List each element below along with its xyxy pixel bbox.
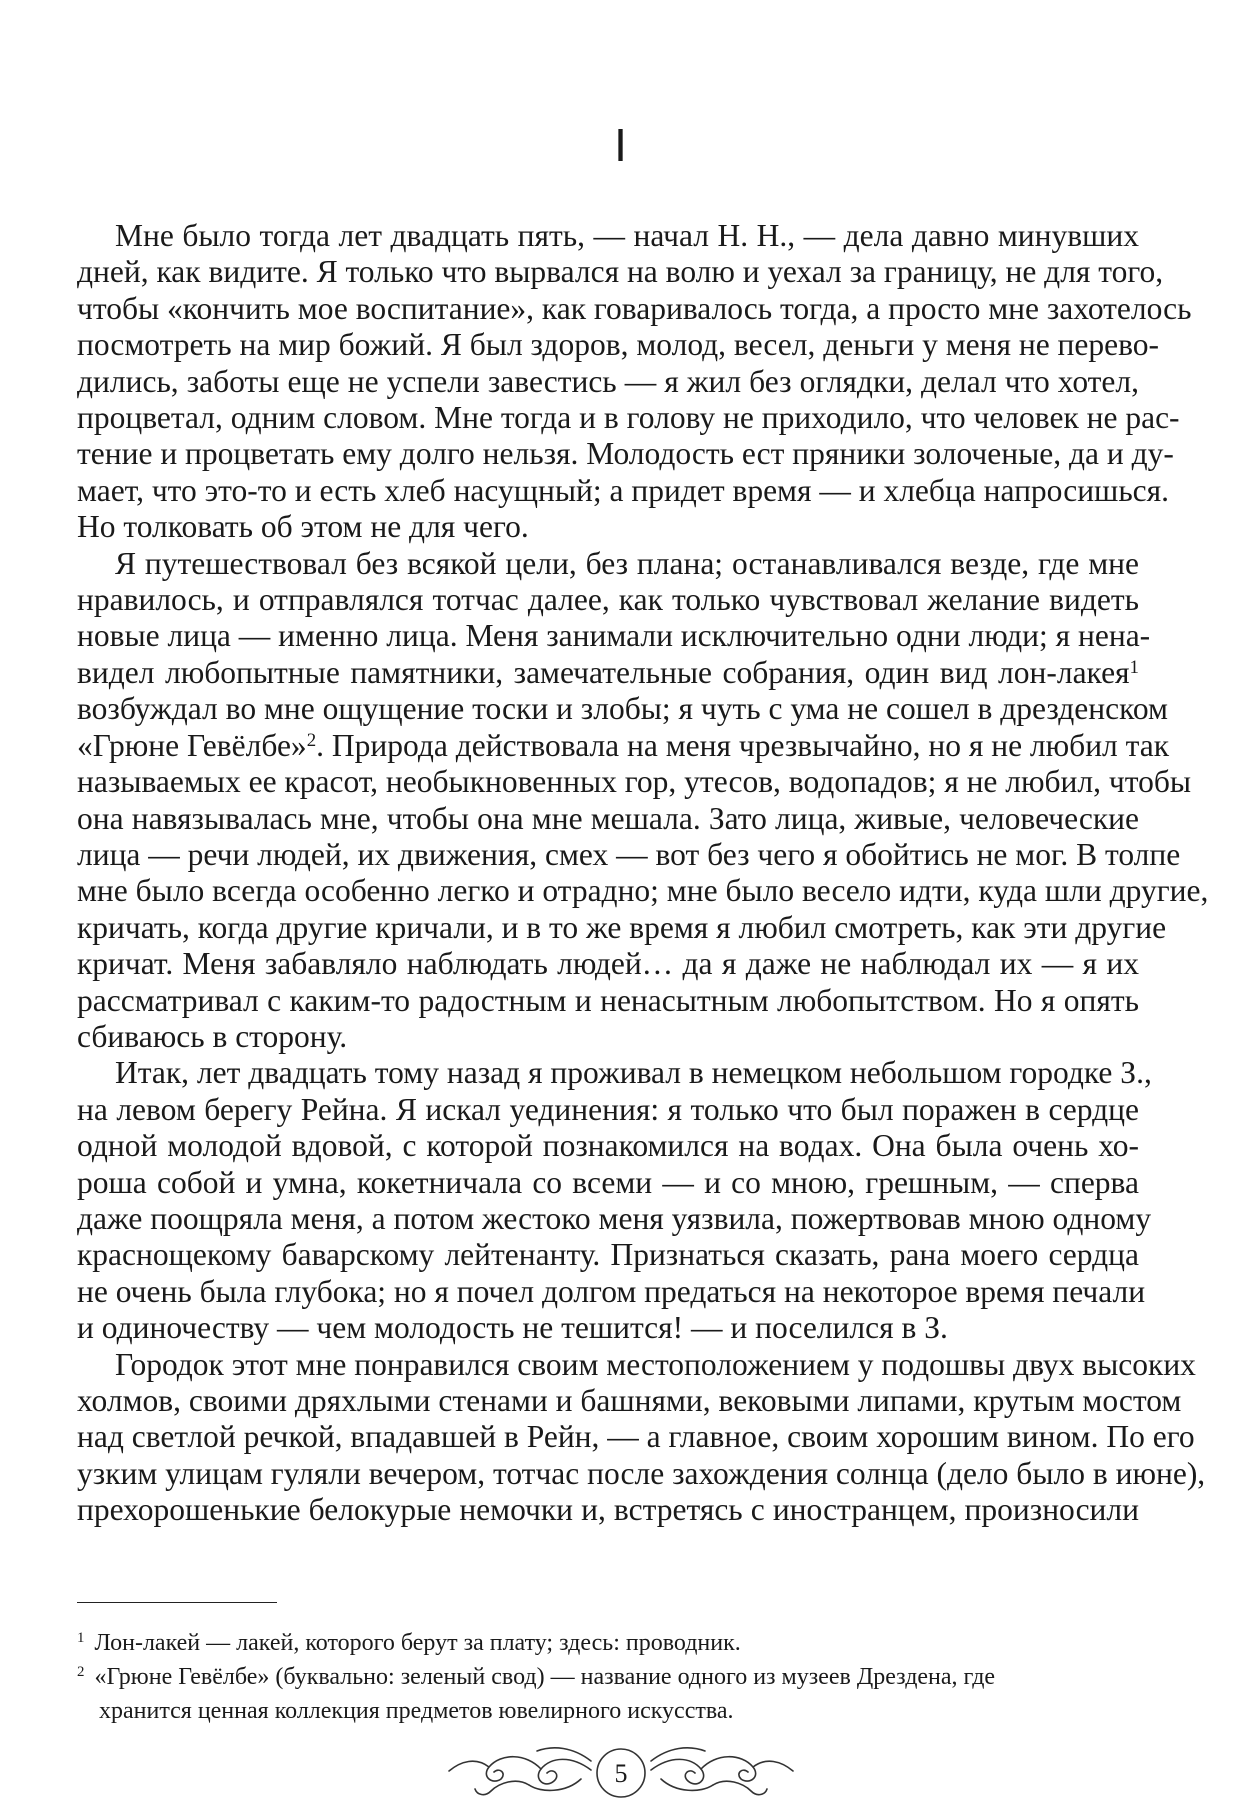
text-line: посмотреть на мир божий. Я был здоров, молод, весел, деньги у меня не перево- xyxy=(77,327,1160,363)
footnote-mark: 2 xyxy=(77,1663,85,1680)
text-line: над светлой речкой, впадавшей в Рейн, — а главное, своим хорошим вином. По его xyxy=(77,1419,1195,1455)
text-line: она навязывалась мне, чтобы она мне мешала. Зато лица, живые, человеческие xyxy=(77,800,1139,836)
footnote-text: Лон-лакей — лакей, которого берут за плату; здесь: проводник. xyxy=(94,1630,741,1656)
chapter-number: I xyxy=(614,119,628,171)
text-line: узким улицам гуляли вечером, тотчас после захождения солнца (дело было в июне), xyxy=(77,1455,1206,1491)
text-line: роша собой и умна, кокетничала со всеми — и со мною, грешным, — сперва xyxy=(77,1164,1139,1200)
text-line: на левом берегу Рейна. Я искал уединения: я только что был поражен в сердце xyxy=(77,1091,1139,1127)
text-line: процветал, одним словом. Мне тогда и в голову не приходило, что человек не рас- xyxy=(77,400,1180,436)
text-line: одной молодой вдовой, с которой познакомился на водах. Она была очень хо- xyxy=(77,1128,1139,1164)
paragraph xyxy=(77,1346,1206,1529)
text-line: даже поощряла меня, а потом жестоко меня уязвила, пожертвовав мною одному xyxy=(77,1200,1152,1236)
footnote-text: хранится ценная коллекция предметов ювелирного искусства. xyxy=(99,1698,734,1724)
paragraph xyxy=(77,218,1192,546)
text-line: мает, что это-то и есть хлеб насущный; а придет время — и хлебца напросишься. xyxy=(77,472,1170,508)
footnote-divider xyxy=(77,1602,277,1603)
text-line: краснощекому баварскому лейтенанту. Признаться сказать, рана моего сердца xyxy=(77,1237,1139,1273)
footnote xyxy=(77,1662,1139,1727)
text-line: прехорошенькие белокурые немочки и, встретясь с иностранцем, произносили xyxy=(77,1492,1139,1528)
text-line: дились, заботы еще не успели завестись — я жил без оглядки, делал что хотел, xyxy=(77,363,1139,399)
text-line: называемых ее красот, необыкновенных гор, утесов, водопадов; я не любил, чтобы xyxy=(77,764,1192,800)
text-line: Но толковать об этом не для чего. xyxy=(77,509,529,545)
text-line: мне было всегда особенно легко и отрадно; мне было весело идти, куда шли другие, xyxy=(77,873,1209,909)
text-line: новые лица — именно лица. Меня занимали исключительно одни люди; я нена- xyxy=(77,618,1151,654)
text-line: Мне было тогда лет двадцать пять, — начал Н. Н., — дела давно минувших xyxy=(115,218,1139,253)
footnote-reference[interactable]: 1 xyxy=(1129,657,1139,679)
text-line: Городок этот мне понравился своим местоположением у подошвы двух высоких xyxy=(115,1346,1196,1382)
text-line: кричат. Меня забавляло наблюдать людей… да я даже не наблюдал их — я их xyxy=(77,946,1139,982)
text-line: рассматривал с каким-то радостным и ненасытным любопытством. Но я опять xyxy=(77,982,1139,1018)
text-line: дней, как видите. Я только что вырвался на волю и уехал за границу, не для того, xyxy=(77,254,1164,290)
text-line: кричать, когда другие кричали, и в то же время я любил смотреть, как эти другие xyxy=(77,909,1167,945)
text-line: сбиваюсь в сторону. xyxy=(77,1018,348,1054)
page-number: 5 xyxy=(614,1759,628,1788)
text-line: нравилось, и отправлялся тотчас далее, как только чувствовал желание видеть xyxy=(77,582,1139,618)
body-text xyxy=(77,218,1209,1529)
text-line: Итак, лет двадцать тому назад я проживал в немецком небольшом городке З., xyxy=(115,1055,1152,1091)
footnote-mark: 1 xyxy=(77,1629,85,1646)
footnotes xyxy=(77,1628,1139,1727)
text-line: видел любопытные памятники, замечательные собрания, один вид лон-лакея$^1$ xyxy=(77,654,1139,690)
text-line: лица — речи людей, их движения, смех — вот без чего я обойтись не мог. В толпе xyxy=(77,836,1181,872)
text-line: не очень была глубока; но я почел долгом предаться на некоторое время печали xyxy=(77,1273,1146,1309)
text-line: возбуждал во мне ощущение тоски и злобы; я чуть с ума не сошел в дрезденском xyxy=(77,691,1168,727)
text-line: тение и процветать ему долго нельзя. Молодость ест пряники золоченые, да и ду- xyxy=(77,436,1174,472)
footnote xyxy=(77,1628,1139,1662)
footnote-text: «Грюне Гевёлбе» (буквально: зеленый свод) — название одного из музеев Дрездена, где xyxy=(94,1664,996,1690)
text-line: «Грюне Гевёлбе»$^2$. Природа действовала на меня чрезвычайно, но я не любил так xyxy=(77,727,1170,763)
paragraph xyxy=(77,545,1209,1056)
text-line: холмов, своими дряхлыми стенами и башнями, вековыми липами, крутым мостом xyxy=(77,1383,1182,1418)
footnote-reference[interactable]: 2 xyxy=(306,730,317,752)
text-line: и одиночеству — чем молодость не тешится! — и поселился в З. xyxy=(77,1310,948,1346)
text-line: Я путешествовал без всякой цели, без плана; останавливался везде, где мне xyxy=(115,545,1139,581)
paragraph xyxy=(77,1055,1152,1346)
text-line: чтобы «кончить мое воспитание», как говаривалось тогда, а просто мне захотелось xyxy=(77,290,1192,326)
